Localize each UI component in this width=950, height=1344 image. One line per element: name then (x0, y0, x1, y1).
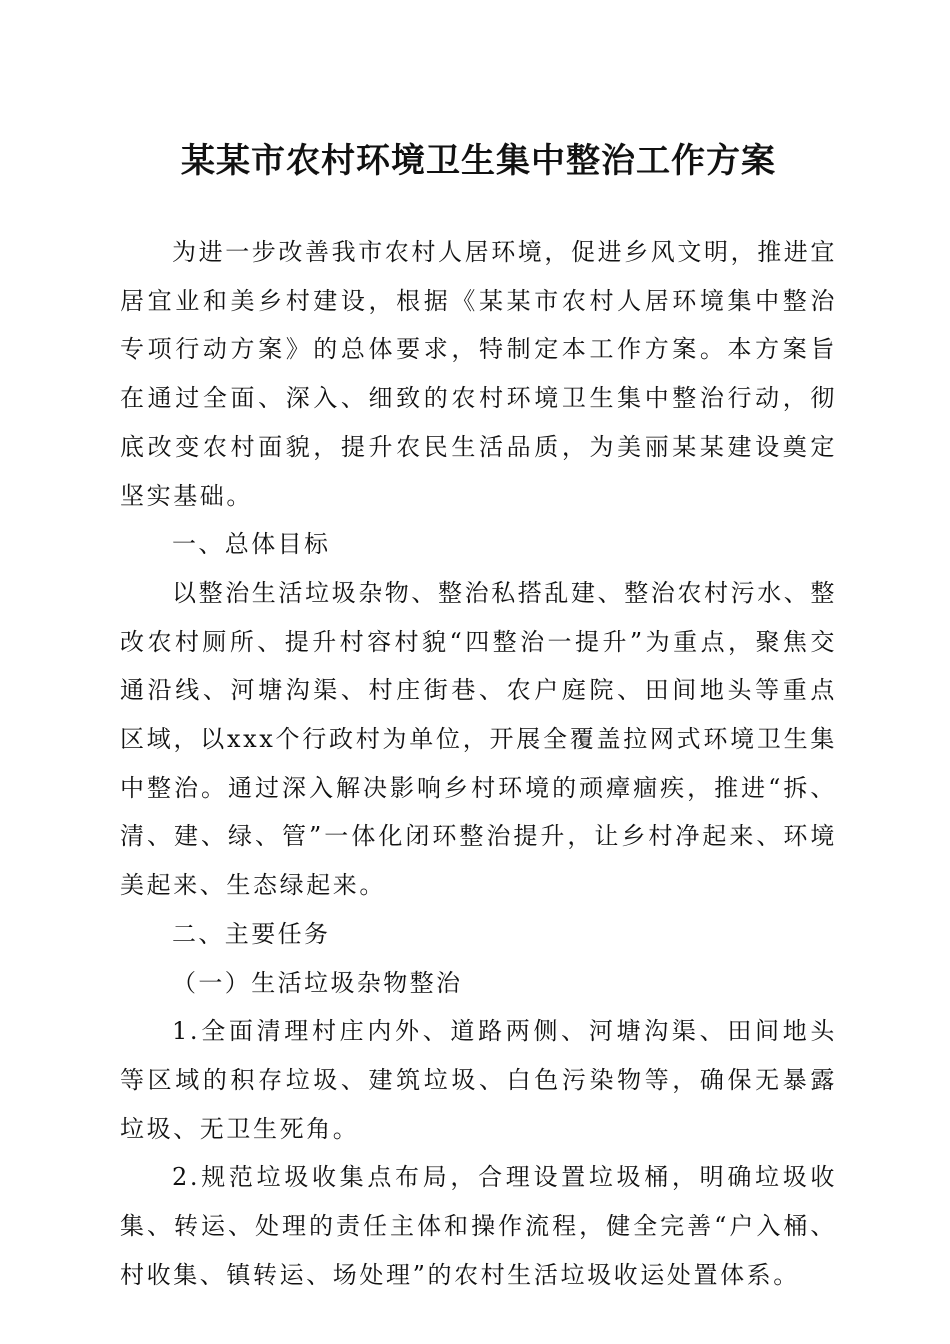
document-title: 某某市农村环境卫生集中整治工作方案 (181, 141, 776, 181)
task-item-2: 2.规范垃圾收集点布局，合理设置垃圾桶，明确垃圾收集、转运、处理的责任主体和操作流程，健全完善“户入桶、村收集、镇转运、场处理”的农村生活垃圾收运处置体系。 (120, 1163, 837, 1289)
overall-goal-paragraph: 以整治生活垃圾杂物、整治私搭乱建、整治农村污水、整改农村厕所、提升村容村貌“四整治一提升”为重点，聚焦交通沿线、河塘沟渠、村庄街巷、农户庭院、田间地头等重点区域，以xxx个行政村为单位，开展全覆盖拉网式环境卫生集中整治。通过深入解决影响乡村环境的顽瘴痼疾，推进“拆、清、建、绿、管”一体化闭环整治提升，让乡村净起来、环境美起来、生态绿起来。 (120, 578, 837, 900)
intro-paragraph: 为进一步改善我市农村人居环境，促进乡风文明，推进宜居宜业和美乡村建设，根据《某某市农村人居环境集中整治专项行动方案》的总体要求，特制定本工作方案。本方案旨在通过全面、深入、细致的农村环境卫生集中整治行动，彻底改变农村面貌，提升农民生活品质，为美丽某某建设奠定坚实基础。 (120, 238, 837, 510)
section-heading-main-tasks: 二、主要任务 (172, 919, 331, 948)
document-body (120, 228, 837, 1299)
section-heading-overall-goal: 一、总体目标 (172, 530, 331, 559)
subsection-heading-garbage: （一）生活垃圾杂物整治 (172, 968, 463, 997)
task-item-1: 1.全面清理村庄内外、道路两侧、河塘沟渠、田间地头等区域的积存垃圾、建筑垃圾、白色污染物等，确保无暴露垃圾、无卫生死角。 (120, 1017, 837, 1143)
